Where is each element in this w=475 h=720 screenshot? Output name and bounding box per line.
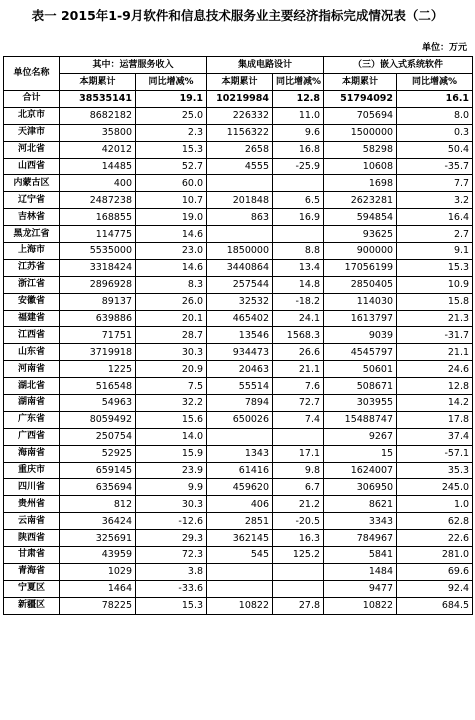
cumulative-value: 36424 [60,513,136,530]
cumulative-value: 114775 [60,226,136,243]
table-row [4,175,473,192]
cumulative-value [207,580,273,597]
cumulative-value: 1698 [324,175,397,192]
yoy-change: 60.0 [136,175,207,192]
yoy-change: 8.8 [273,243,324,260]
yoy-change: 21.1 [397,344,473,361]
yoy-change: 35.3 [397,462,473,479]
table-row [4,276,473,293]
yoy-change [273,226,324,243]
cumulative-value: 3343 [324,513,397,530]
yoy-change: 13.4 [273,259,324,276]
table-row [4,107,473,124]
cumulative-value: 9267 [324,428,397,445]
region-name: 云南省 [4,513,60,530]
region-name: 合计 [4,91,60,108]
cumulative-value: 2487238 [60,192,136,209]
region-name: 辽宁省 [4,192,60,209]
yoy-change: 16.4 [397,209,473,226]
region-name: 四川省 [4,479,60,496]
table-row [4,293,473,310]
region-name: 湖南省 [4,395,60,412]
table-row [4,479,473,496]
yoy-change: 28.7 [136,327,207,344]
cumulative-value: 8682182 [60,107,136,124]
cumulative-value: 114030 [324,293,397,310]
cumulative-value: 2658 [207,141,273,158]
region-name: 重庆市 [4,462,60,479]
yoy-change: -20.5 [273,513,324,530]
cumulative-value: 61416 [207,462,273,479]
cumulative-value: 812 [60,496,136,513]
yoy-change: 37.4 [397,428,473,445]
region-name: 山东省 [4,344,60,361]
cumulative-value: 58298 [324,141,397,158]
region-name: 江西省 [4,327,60,344]
cumulative-value: 1029 [60,563,136,580]
cumulative-value: 168855 [60,209,136,226]
table-row [4,259,473,276]
table-row [4,310,473,327]
sub-header: 同比增减% [273,74,324,91]
yoy-change: 7.4 [273,411,324,428]
cumulative-value: 38535141 [60,91,136,108]
cumulative-value: 4545797 [324,344,397,361]
region-name: 福建省 [4,310,60,327]
table-row [4,597,473,614]
cumulative-value: 639886 [60,310,136,327]
cumulative-value: 2623281 [324,192,397,209]
cumulative-value: 51794092 [324,91,397,108]
cumulative-value: 7894 [207,395,273,412]
yoy-change: 14.8 [273,276,324,293]
cumulative-value: 2850405 [324,276,397,293]
cumulative-value: 784967 [324,530,397,547]
region-name: 新疆区 [4,597,60,614]
cumulative-value: 1156322 [207,124,273,141]
cumulative-value: 659145 [60,462,136,479]
cumulative-value: 9477 [324,580,397,597]
table-row [4,158,473,175]
yoy-change: 16.8 [273,141,324,158]
yoy-change: 8.3 [136,276,207,293]
cumulative-value: 934473 [207,344,273,361]
cumulative-value: 325691 [60,530,136,547]
cumulative-value: 13546 [207,327,273,344]
yoy-change: 12.8 [397,378,473,395]
region-name: 海南省 [4,445,60,462]
region-name: 江苏省 [4,259,60,276]
yoy-change: 8.0 [397,107,473,124]
region-name: 天津市 [4,124,60,141]
yoy-change: 17.1 [273,445,324,462]
table-row [4,547,473,564]
cumulative-value: 1500000 [324,124,397,141]
group-header-embedded-software: （三）嵌入式系统软件 [324,57,473,74]
region-name: 内蒙古区 [4,175,60,192]
yoy-change: 2.7 [397,226,473,243]
yoy-change: 15.3 [397,259,473,276]
yoy-change: -35.7 [397,158,473,175]
cumulative-value [207,428,273,445]
cumulative-value: 20463 [207,361,273,378]
cumulative-value: 900000 [324,243,397,260]
table-row [4,192,473,209]
region-name: 安徽省 [4,293,60,310]
cumulative-value: 1613797 [324,310,397,327]
sub-header: 本期累计 [324,74,397,91]
region-name: 黑龙江省 [4,226,60,243]
yoy-change: 281.0 [397,547,473,564]
cumulative-value: 17056199 [324,259,397,276]
table-row [4,124,473,141]
cumulative-value: 4555 [207,158,273,175]
yoy-change: 19.1 [136,91,207,108]
cumulative-value: 10822 [324,597,397,614]
cumulative-value: 78225 [60,597,136,614]
cumulative-value: 201848 [207,192,273,209]
cumulative-value: 465402 [207,310,273,327]
sub-header: 本期累计 [60,74,136,91]
cumulative-value: 2851 [207,513,273,530]
group-header-ic-design: 集成电路设计 [207,57,324,74]
table-row [4,496,473,513]
group-header-operation-service: 其中：运营服务收入 [60,57,207,74]
yoy-change: 72.7 [273,395,324,412]
yoy-change: 23.0 [136,243,207,260]
yoy-change: 15.8 [397,293,473,310]
cumulative-value: 362145 [207,530,273,547]
cumulative-value: 71751 [60,327,136,344]
cumulative-value: 8059492 [60,411,136,428]
yoy-change: -57.1 [397,445,473,462]
cumulative-value: 250754 [60,428,136,445]
region-name: 湖北省 [4,378,60,395]
header-row-sub [4,74,473,91]
yoy-change: 9.1 [397,243,473,260]
yoy-change: 0.3 [397,124,473,141]
yoy-change: -18.2 [273,293,324,310]
cumulative-value: 5841 [324,547,397,564]
yoy-change: 245.0 [397,479,473,496]
yoy-change: 1.0 [397,496,473,513]
cumulative-value: 1464 [60,580,136,597]
table-row [4,462,473,479]
table-row [4,327,473,344]
yoy-change: 10.9 [397,276,473,293]
cumulative-value: 89137 [60,293,136,310]
cumulative-value: 3440864 [207,259,273,276]
table-row [4,209,473,226]
yoy-change: 24.1 [273,310,324,327]
cumulative-value: 10219984 [207,91,273,108]
table-row [4,361,473,378]
yoy-change: 26.0 [136,293,207,310]
cumulative-value: 5535000 [60,243,136,260]
cumulative-value [207,563,273,580]
cumulative-value: 9039 [324,327,397,344]
cumulative-value: 15 [324,445,397,462]
region-name: 陕西省 [4,530,60,547]
yoy-change: 25.0 [136,107,207,124]
yoy-change: -33.6 [136,580,207,597]
yoy-change: 14.0 [136,428,207,445]
cumulative-value: 54963 [60,395,136,412]
cumulative-value: 2896928 [60,276,136,293]
yoy-change: 3.8 [136,563,207,580]
yoy-change: 29.3 [136,530,207,547]
cumulative-value: 400 [60,175,136,192]
cumulative-value: 1225 [60,361,136,378]
cumulative-value: 516548 [60,378,136,395]
cumulative-value: 635694 [60,479,136,496]
cumulative-value: 8621 [324,496,397,513]
yoy-change: 2.3 [136,124,207,141]
cumulative-value: 257544 [207,276,273,293]
row-label-header: 单位名称 [4,57,60,91]
cumulative-value: 1624007 [324,462,397,479]
table-row [4,563,473,580]
header-row-groups [4,57,473,74]
yoy-change: 52.7 [136,158,207,175]
yoy-change: 21.2 [273,496,324,513]
cumulative-value: 10822 [207,597,273,614]
yoy-change: 7.7 [397,175,473,192]
region-name: 广东省 [4,411,60,428]
cumulative-value: 43959 [60,547,136,564]
yoy-change: 15.9 [136,445,207,462]
yoy-change: 50.4 [397,141,473,158]
yoy-change: 7.5 [136,378,207,395]
cumulative-value: 55514 [207,378,273,395]
cumulative-value: 1850000 [207,243,273,260]
cumulative-value: 1343 [207,445,273,462]
region-name: 上海市 [4,243,60,260]
cumulative-value: 52925 [60,445,136,462]
table-row [4,411,473,428]
yoy-change: 20.9 [136,361,207,378]
cumulative-value: 50601 [324,361,397,378]
yoy-change: 62.8 [397,513,473,530]
total-row [4,91,473,108]
yoy-change: 12.8 [273,91,324,108]
table-row [4,580,473,597]
table-row [4,344,473,361]
yoy-change [273,580,324,597]
yoy-change: 16.1 [397,91,473,108]
yoy-change: 14.6 [136,259,207,276]
sub-header: 本期累计 [207,74,273,91]
region-name: 山西省 [4,158,60,175]
region-name: 宁夏区 [4,580,60,597]
region-name: 浙江省 [4,276,60,293]
sub-header: 同比增减% [397,74,473,91]
yoy-change: 17.8 [397,411,473,428]
cumulative-value: 863 [207,209,273,226]
yoy-change: 6.7 [273,479,324,496]
yoy-change: 30.3 [136,496,207,513]
yoy-change: 32.2 [136,395,207,412]
region-name: 北京市 [4,107,60,124]
cumulative-value: 459620 [207,479,273,496]
cumulative-value: 42012 [60,141,136,158]
cumulative-value: 508671 [324,378,397,395]
yoy-change: -25.9 [273,158,324,175]
yoy-change: 11.0 [273,107,324,124]
yoy-change [273,428,324,445]
cumulative-value: 705694 [324,107,397,124]
yoy-change: 21.3 [397,310,473,327]
region-name: 吉林省 [4,209,60,226]
yoy-change: 9.8 [273,462,324,479]
page-title: 表一 2015年1-9月软件和信息技术服务业主要经济指标完成情况表（二） [31,8,444,23]
yoy-change [273,563,324,580]
yoy-change: 16.9 [273,209,324,226]
yoy-change: 9.9 [136,479,207,496]
yoy-change: 3.2 [397,192,473,209]
table-row [4,513,473,530]
yoy-change: 69.6 [397,563,473,580]
yoy-change: 23.9 [136,462,207,479]
yoy-change: 24.6 [397,361,473,378]
yoy-change: -12.6 [136,513,207,530]
yoy-change: 14.6 [136,226,207,243]
cumulative-value: 3318424 [60,259,136,276]
table-row [4,445,473,462]
region-name: 贵州省 [4,496,60,513]
cumulative-value: 15488747 [324,411,397,428]
cumulative-value: 406 [207,496,273,513]
yoy-change: -31.7 [397,327,473,344]
yoy-change: 7.6 [273,378,324,395]
cumulative-value: 32532 [207,293,273,310]
cumulative-value: 14485 [60,158,136,175]
yoy-change: 1568.3 [273,327,324,344]
yoy-change: 14.2 [397,395,473,412]
yoy-change: 125.2 [273,547,324,564]
data-table [3,56,473,615]
cumulative-value: 594854 [324,209,397,226]
table-row [4,141,473,158]
region-name: 河南省 [4,361,60,378]
sub-header: 同比增减% [136,74,207,91]
cumulative-value: 35800 [60,124,136,141]
yoy-change: 19.0 [136,209,207,226]
cumulative-value: 3719918 [60,344,136,361]
cumulative-value [207,175,273,192]
cumulative-value: 303955 [324,395,397,412]
cumulative-value: 545 [207,547,273,564]
yoy-change: 21.1 [273,361,324,378]
region-name: 甘肃省 [4,547,60,564]
yoy-change: 92.4 [397,580,473,597]
yoy-change: 30.3 [136,344,207,361]
cumulative-value: 93625 [324,226,397,243]
cumulative-value: 1484 [324,563,397,580]
cumulative-value: 10608 [324,158,397,175]
yoy-change: 20.1 [136,310,207,327]
cumulative-value: 650026 [207,411,273,428]
yoy-change: 22.6 [397,530,473,547]
yoy-change: 684.5 [397,597,473,614]
yoy-change: 10.7 [136,192,207,209]
table-row [4,243,473,260]
cumulative-value: 306950 [324,479,397,496]
region-name: 青海省 [4,563,60,580]
yoy-change: 15.3 [136,597,207,614]
yoy-change [273,175,324,192]
table-row [4,428,473,445]
region-name: 河北省 [4,141,60,158]
yoy-change: 72.3 [136,547,207,564]
cumulative-value [207,226,273,243]
table-row [4,378,473,395]
yoy-change: 27.8 [273,597,324,614]
yoy-change: 15.6 [136,411,207,428]
yoy-change: 26.6 [273,344,324,361]
yoy-change: 16.3 [273,530,324,547]
yoy-change: 6.5 [273,192,324,209]
table-row [4,530,473,547]
table-row [4,395,473,412]
table-body [4,91,473,615]
yoy-change: 9.6 [273,124,324,141]
unit-label: 单位：万元 [421,43,467,53]
table-row [4,226,473,243]
region-name: 广西省 [4,428,60,445]
yoy-change: 15.3 [136,141,207,158]
cumulative-value: 226332 [207,107,273,124]
